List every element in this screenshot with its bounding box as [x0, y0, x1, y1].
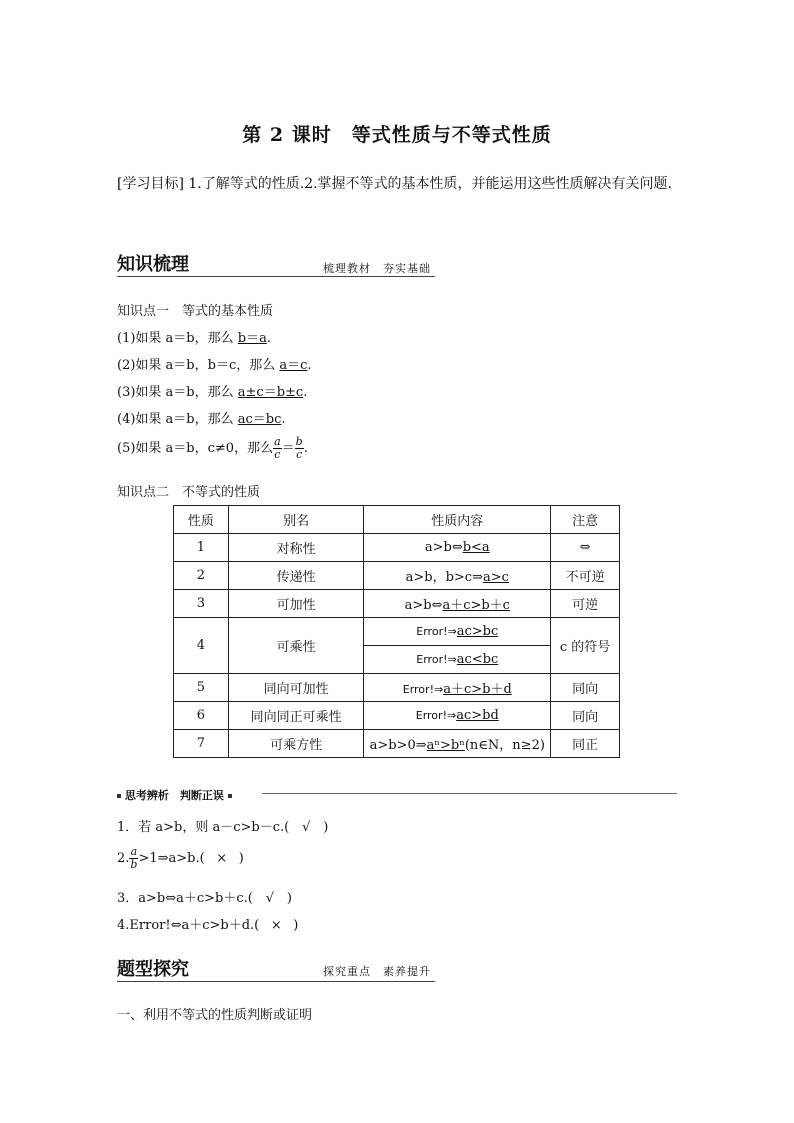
- objective-label: [学习目标]: [117, 176, 184, 192]
- answer-blank: a＋c>b＋c: [442, 598, 510, 613]
- kp1-heading: 知识点一 等式的基本性质: [117, 304, 274, 319]
- table-row: 4 可乘性 Error!⇒ac>bc c 的符号: [174, 618, 620, 646]
- think-rule: [262, 793, 677, 794]
- think-item-3: 3．a>b⇔a＋c>b＋c.( √ ): [117, 891, 292, 906]
- learning-objective: [117, 170, 687, 198]
- inequality-properties-table: [173, 505, 620, 758]
- fraction: $\frac{a}{b}$: [130, 845, 138, 871]
- think-item-2: 2. $\frac{a}{b}$ >1⇒a>b.( × ): [117, 845, 244, 871]
- answer-blank: ac>bd: [456, 708, 499, 723]
- table-row: 2 传递性 a>b，b>c⇒a>c 不可逆: [174, 562, 620, 590]
- fraction: $\frac{a}{c}$: [274, 435, 281, 461]
- kp1-item-4: (4)如果 a＝b，那么 ac＝bc.: [117, 412, 286, 427]
- section-subtitle-knowledge: 梳理教材 夯实基础: [323, 262, 431, 275]
- header-cell: 性质: [174, 506, 229, 534]
- section-rule: [117, 981, 435, 982]
- table-header-row: [174, 506, 620, 534]
- answer-blank: a＝c: [279, 358, 308, 373]
- answer-blank: a±c＝b±c: [237, 385, 304, 400]
- objective-text: 1.了解等式的性质.2.掌握不等式的基本性质，并能运用这些性质解决有关问题.: [188, 176, 673, 192]
- kp1-item-5: (5)如果 a＝b，c≠0，那么 $\frac{a}{c}$ ＝ $\frac{b}{c}$ .: [117, 435, 308, 461]
- table-row: 5 同向可加性 Error!⇒a＋c>b＋d 同向: [174, 674, 620, 702]
- square-bullet-icon: [228, 794, 232, 798]
- answer-blank: aⁿ>bⁿ: [426, 738, 465, 753]
- header-cell: 注意: [551, 506, 620, 534]
- header-cell: 性质内容: [364, 506, 551, 534]
- page-title: 第 2 课时 等式性质与不等式性质: [242, 124, 552, 146]
- table-row: 6 同向同正可乘性 Error!⇒ac>bd 同向: [174, 702, 620, 730]
- cross-icon: ×: [270, 918, 282, 933]
- answer-blank: b<a: [462, 540, 490, 555]
- table-row: 1 对称性 a>b⇔b<a ⇔: [174, 534, 620, 562]
- kp1-item-1: (1)如果 a＝b，那么 b＝a.: [117, 331, 271, 346]
- check-icon: √: [302, 820, 311, 835]
- table-row: Error!⇒ac<bc: [174, 646, 620, 674]
- section-rule: [117, 276, 435, 277]
- think-heading: 思考辨析 判断正误: [117, 787, 232, 803]
- table-row: 3 可加性 a>b⇔a＋c>b＋c 可逆: [174, 590, 620, 618]
- answer-blank: a＋c>b＋d: [443, 682, 512, 697]
- section-title-knowledge: 知识梳理: [117, 254, 189, 275]
- section-title-explore: 题型探究: [117, 959, 189, 980]
- check-icon: √: [265, 891, 274, 906]
- answer-blank: ac＝bc: [237, 412, 282, 427]
- part1-heading: 一、利用不等式的性质判断或证明: [117, 1008, 313, 1023]
- table-row: 7 可乘方性 a>b>0⇒aⁿ>bⁿ(n∈N，n≥2) 同正: [174, 730, 620, 758]
- section-subtitle-explore: 探究重点 素养提升: [323, 965, 431, 978]
- answer-blank: a>c: [482, 570, 509, 585]
- kp2-heading: 知识点二 不等式的性质: [117, 485, 261, 500]
- think-item-1: 1．若 a>b，则 a－c>b－c.( √ ): [117, 820, 329, 835]
- answer-blank: b＝a: [237, 331, 267, 346]
- cross-icon: ×: [216, 851, 228, 866]
- think-item-4: 4.Error!⇔a＋c>b＋d.( × ): [117, 918, 299, 933]
- kp1-item-2: (2)如果 a＝b，b＝c，那么 a＝c.: [117, 358, 312, 373]
- fraction: $\frac{b}{c}$: [295, 435, 303, 461]
- answer-blank: ac<bc: [456, 652, 499, 667]
- answer-blank: ac>bc: [456, 624, 499, 639]
- square-bullet-icon: [117, 794, 121, 798]
- header-cell: 别名: [228, 506, 364, 534]
- kp1-item-3: (3)如果 a＝b，那么 a±c＝b±c.: [117, 385, 308, 400]
